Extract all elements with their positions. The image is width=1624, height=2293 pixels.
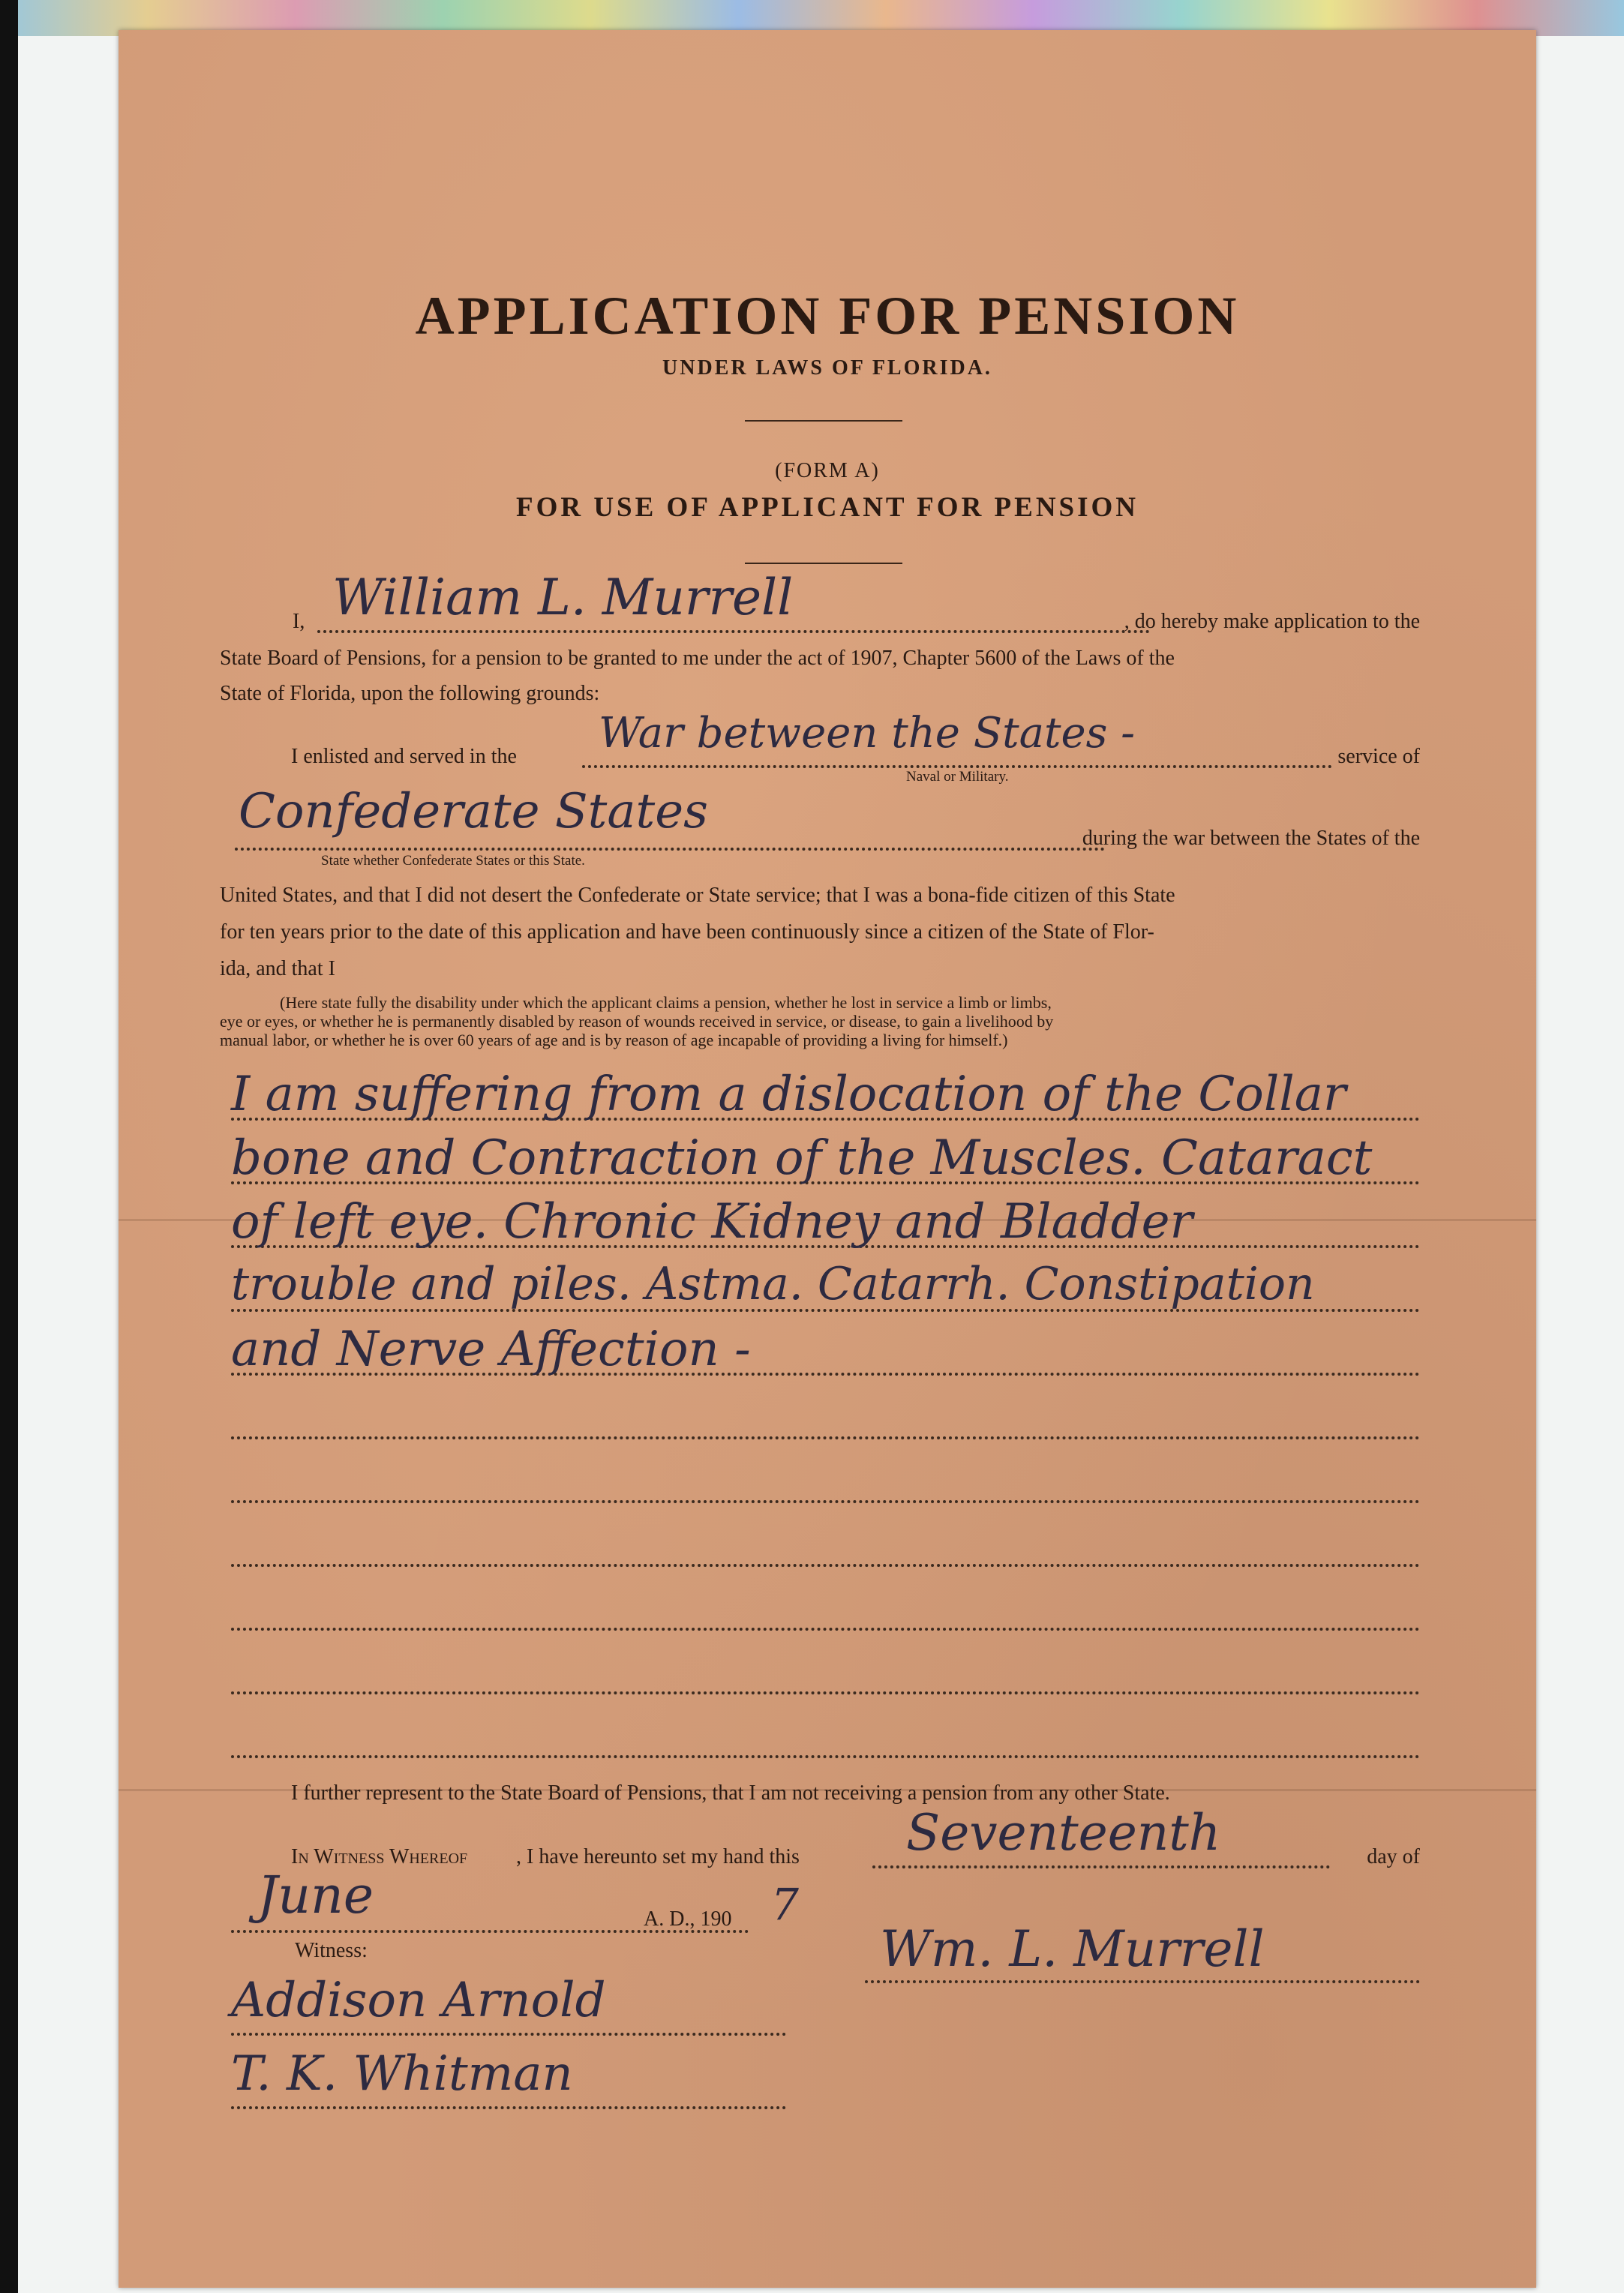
disability-note-line1: (Here state fully the disability under which the applicant claims a pension, whether he lost in service a limb or limbs, — [280, 993, 1052, 1012]
disability-line — [231, 1564, 1420, 1567]
divider — [745, 563, 902, 564]
pension-application-form — [119, 30, 1536, 2288]
service-suffix: service of — [1337, 745, 1420, 768]
paragraph1-line2: State Board of Pensions, for a pension to be granted to me under the act of 1907, Chapter 5600 of the Laws of the — [220, 647, 1175, 670]
ad-text: A. D., 190 — [644, 1907, 732, 1931]
disability-text-5: and Nerve Affection - — [231, 1322, 751, 1377]
disability-text-2: bone and Contraction of the Muscles. Cataract — [231, 1130, 1373, 1186]
state-line — [235, 848, 1105, 851]
disability-note-line2: eye or eyes, or whether he is permanently disabled by reason of wounds received in service, or disease, to gain a livelihood by — [220, 1012, 1054, 1031]
form-label: (FORM A) — [775, 459, 880, 482]
applicant-signature-line — [865, 1980, 1420, 1983]
service-line — [582, 765, 1332, 768]
scanner-edge — [0, 0, 18, 2293]
form-title: APPLICATION FOR PENSION — [415, 286, 1240, 346]
day-of: day of — [1367, 1845, 1420, 1868]
service-written: War between the States - — [599, 709, 1136, 758]
year-written: 7 — [771, 1879, 799, 1930]
name-line — [317, 630, 1150, 633]
paragraph1-line1: , do hereby make application to the — [1124, 610, 1420, 633]
form-subtitle: UNDER LAWS OF FLORIDA. — [662, 356, 992, 380]
state-written: Confederate States — [239, 784, 708, 839]
enlisted-prefix: I enlisted and served in the — [291, 745, 517, 768]
paragraph2-line2: for ten years prior to the date of this application and have been continuously since a citizen of the State of Flor- — [220, 920, 1154, 944]
witness-clause: , I have hereunto set my hand this — [516, 1845, 800, 1868]
disability-note-line3: manual labor, or whether he is over 60 years of age and is by reason of age incapable of providing a living for himself.) — [220, 1031, 1008, 1049]
representation: I further represent to the State Board of Pensions, that I am not receiving a pension from any other State. — [291, 1781, 1170, 1805]
applicant-signature: Wm. L. Murrell — [880, 1920, 1265, 1978]
naval-military-caption: Naval or Military. — [906, 769, 1009, 785]
witness2-signature: T. K. Whitman — [231, 2046, 573, 2102]
disability-line — [231, 1436, 1420, 1439]
witness1-signature: Addison Arnold — [231, 1973, 606, 2028]
paragraph2-line3: ida, and that I — [220, 957, 335, 980]
day-written: Seventeenth — [906, 1804, 1221, 1862]
paragraph1-line3: State of Florida, upon the following grounds: — [220, 682, 600, 705]
paragraph2-line1: United States, and that I did not desert the Confederate or State service; that I was a bona-fide citizen of this State — [220, 884, 1175, 907]
disability-text-1: I am suffering from a dislocation of the Collar — [231, 1067, 1346, 1122]
disability-text-4: trouble and piles. Astma. Catarrh. Constipation — [231, 1258, 1315, 1310]
during-text: during the war between the States of the — [1082, 827, 1420, 850]
month-written: June — [257, 1866, 374, 1925]
disability-text-3: of left eye. Chronic Kidney and Bladder — [231, 1194, 1193, 1250]
witness2-line — [231, 2106, 786, 2109]
divider — [745, 420, 902, 422]
disability-line — [231, 1691, 1420, 1694]
witness-label: Witness: — [295, 1939, 368, 1962]
form-heading: FOR USE OF APPLICANT FOR PENSION — [515, 492, 1139, 523]
applicant-name: William L. Murrell — [332, 569, 794, 626]
in-witness-whereof: In Witness Whereof — [291, 1845, 468, 1868]
disability-line — [231, 1755, 1420, 1758]
day-line — [872, 1865, 1330, 1868]
witness1-line — [231, 2033, 786, 2036]
disability-line — [231, 1628, 1420, 1631]
disability-line — [231, 1500, 1420, 1503]
prefix-i: I, — [293, 610, 305, 633]
state-caption: State whether Confederate States or this State. — [321, 853, 585, 869]
